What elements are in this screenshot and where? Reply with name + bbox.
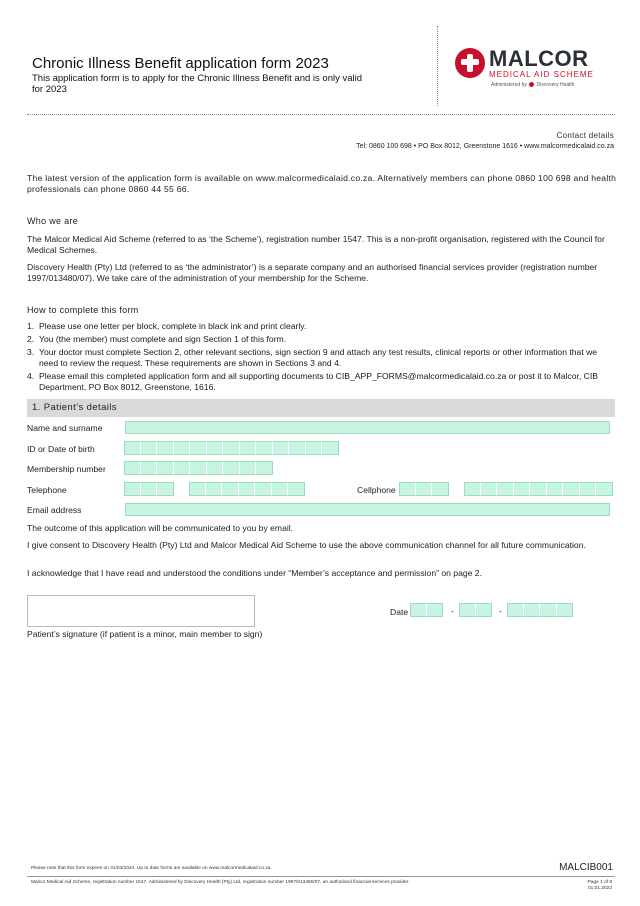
signature-label: Patient’s signature (if patient is a minor, main member to sign) xyxy=(27,629,263,639)
signature-box[interactable] xyxy=(27,595,255,627)
page-title: Chronic Illness Benefit application form 2023 xyxy=(32,55,329,72)
logo-subtitle: MEDICAL AID SCHEME xyxy=(489,70,594,79)
name-label: Name and surname xyxy=(27,423,103,433)
malcor-logo xyxy=(455,46,615,96)
form-code: MALCIB001 xyxy=(559,862,613,873)
header-divider-horizontal xyxy=(27,114,615,115)
logo-admin-line xyxy=(491,82,574,88)
how-to-steps xyxy=(27,321,617,395)
who-we-are-para-2: Discovery Health (Pty) Ltd (referred to as ‘the administrator’) is a separate company and an authorised financial services provider (registration number 1997/013480/07). We take care of the administration of your membership for the Scheme. xyxy=(27,262,598,283)
cellphone-code-input[interactable] xyxy=(399,482,449,496)
cellphone-number-input[interactable] xyxy=(464,482,613,496)
who-we-are-para-1: The Malcor Medical Aid Scheme (referred to as ‘the Scheme’), registration number 1547. This is a non-profit organisation, registered with the Council for Medical Schemes. xyxy=(27,234,605,255)
outcome-text: The outcome of this application will be communicated to you by email. xyxy=(27,523,294,533)
date-day-input[interactable] xyxy=(410,603,443,617)
page-subtitle: This application form is to apply for the Chronic Illness Benefit and is only valid for 2023 xyxy=(32,73,363,95)
intro-paragraph: The latest version of the application form is available on www.malcormedicalaid.co.za. Alternatively members can phone 0860 100 698 and health professionals can phone 0860 44 55 66. xyxy=(27,173,617,194)
consent-text: I give consent to Discovery Health (Pty) Ltd and Malcor Medical Aid Scheme to use the above communication channel for all future communication. xyxy=(27,540,586,550)
list-item: 4. Please email this completed application form and all supporting documents to CIB_APP_FORMS@malcormedicalaid.co.za or post it to Malcor, CIB Department, PO Box 8012, Greenstone, 1616. xyxy=(27,371,598,392)
id-label: ID or Date of birth xyxy=(27,444,95,454)
cellphone-label: Cellphone xyxy=(357,485,396,495)
logo-name: MALCOR xyxy=(489,46,589,71)
who-we-are-heading: Who we are xyxy=(27,216,79,226)
id-input[interactable] xyxy=(124,441,339,455)
acknowledge-text: I acknowledge that I have read and understood the conditions under “Member’s acceptance and permission” on page 2. xyxy=(27,568,482,578)
footer-registration: Malcor Medical Aid Scheme, registration number 1547. Administered by Discovery Health (Pty) Ltd, registration number 1997/013480/07, an authorised financial services provider. xyxy=(31,880,410,885)
contact-label: Contact details xyxy=(556,131,614,140)
email-label: Email address xyxy=(27,505,82,515)
page-number: Page 1 of 8 xyxy=(587,880,612,885)
date-year-input[interactable] xyxy=(507,603,573,617)
date-label: Date xyxy=(390,607,409,617)
section-1-title: 1. Patient’s details xyxy=(32,402,117,413)
membership-input[interactable] xyxy=(124,461,273,475)
logo-admin-brand: Discovery Health xyxy=(536,82,575,88)
section-1-header xyxy=(27,399,615,417)
header-divider-vertical xyxy=(437,26,438,106)
discovery-health-icon xyxy=(529,82,534,87)
footer-note: Please note that this form expires on 31/03/2024. Up to date forms are available on www.malcormedicalaid.co.za. xyxy=(31,866,272,871)
footer-divider xyxy=(27,876,615,877)
list-item: 2. You (the member) must complete and sign Section 1 of this form. xyxy=(27,334,287,344)
footer-page-info xyxy=(587,880,612,891)
email-input[interactable] xyxy=(125,503,610,516)
red-cross-logo-icon xyxy=(455,48,485,78)
form-date: 01.01.2023 xyxy=(587,885,612,891)
how-to-heading: How to complete this form xyxy=(27,305,139,315)
name-input[interactable] xyxy=(125,421,610,434)
list-item: 3. Your doctor must complete Section 2, other relevant sections, sign section 9 and attach any test results, clinical reports or other information that we need to review the request. These requirements are shown in Sections 3 and 4. xyxy=(27,347,598,368)
telephone-code-input[interactable] xyxy=(124,482,174,496)
date-separator: - xyxy=(499,606,502,616)
date-month-input[interactable] xyxy=(459,603,492,617)
membership-label: Membership number xyxy=(27,464,106,474)
logo-admin-text: Administered by xyxy=(491,82,527,88)
telephone-number-input[interactable] xyxy=(189,482,305,496)
list-item: 1. Please use one letter per block, complete in black ink and print clearly. xyxy=(27,321,307,331)
date-separator: - xyxy=(451,606,454,616)
contact-line: Tel: 0860 100 698 • PO Box 8012, Greenstone 1616 • www.malcormedicalaid.co.za xyxy=(356,143,614,150)
telephone-label: Telephone xyxy=(27,485,67,495)
